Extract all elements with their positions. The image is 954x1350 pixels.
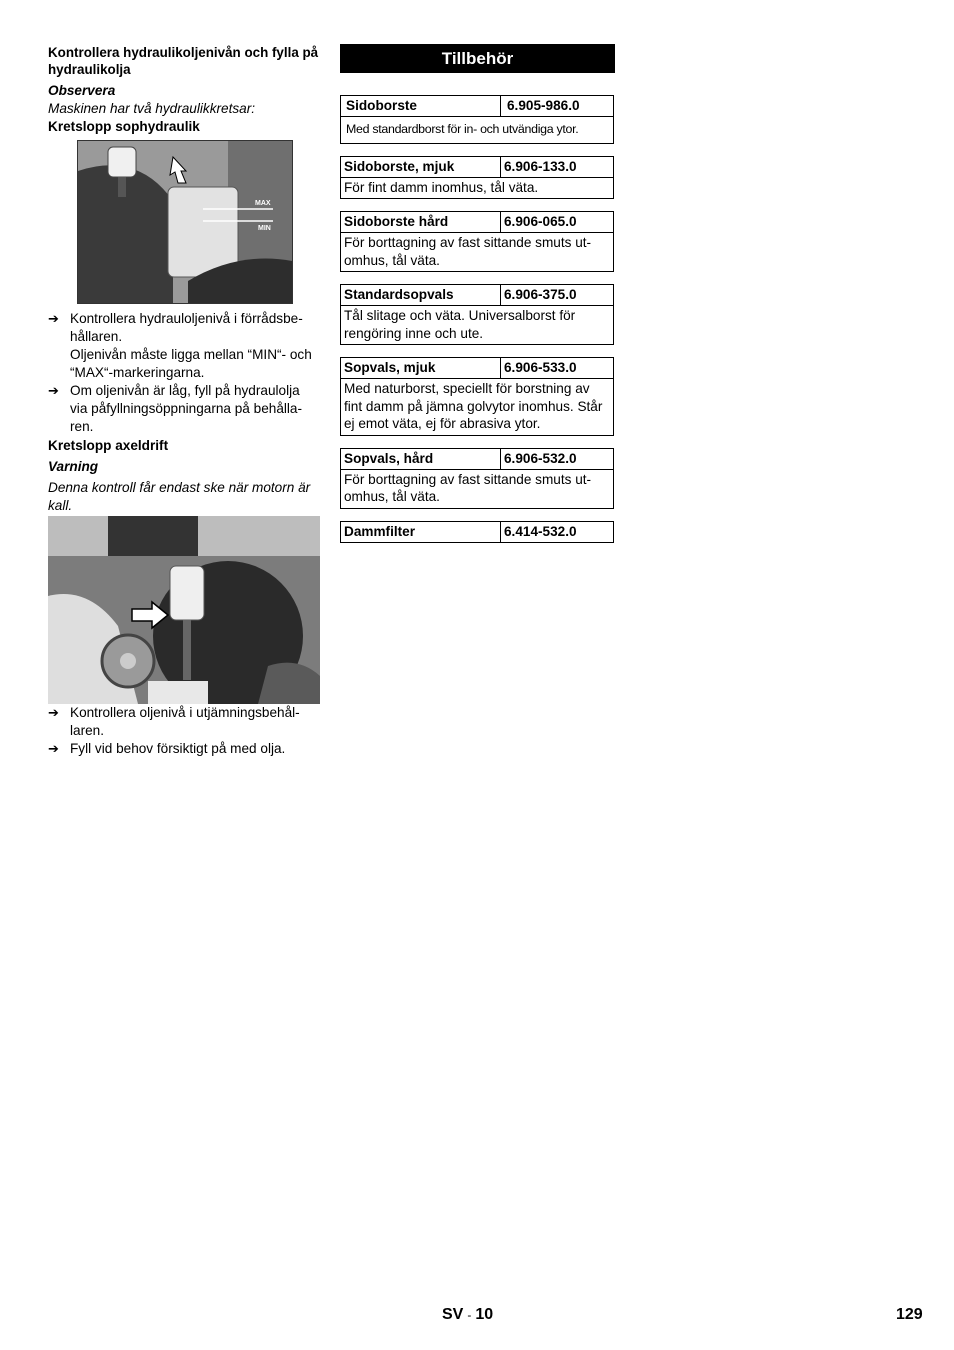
accessory-code: 6.906-065.0 bbox=[504, 214, 577, 229]
max-label: MAX bbox=[255, 200, 271, 207]
circuit2-title: Kretslopp axeldrift bbox=[48, 438, 169, 453]
axle-drive-illustration bbox=[48, 516, 320, 704]
axle-drive-photo bbox=[48, 516, 320, 704]
accessory-item bbox=[340, 95, 614, 144]
accessory-item bbox=[340, 211, 614, 272]
section-heading: Kontrollera hydraulikoljenivån och fylla på hydraulikolja bbox=[48, 45, 319, 77]
note-text: Maskinen har två hydraulikkretsar: bbox=[48, 101, 256, 116]
accessory-code: 6.906-133.0 bbox=[504, 158, 577, 174]
accessory-name: Sidoborste hård bbox=[341, 212, 501, 232]
page-number: 129 bbox=[896, 1306, 923, 1323]
footer-dash: - bbox=[467, 1308, 472, 1322]
accessory-name: Sopvals, mjuk bbox=[341, 358, 501, 378]
step-refill bbox=[48, 382, 320, 436]
accessory-name: Sopvals, hård bbox=[341, 449, 501, 469]
accessory-item bbox=[340, 284, 614, 345]
accessory-code: 6.906-532.0 bbox=[504, 450, 577, 466]
step-detail: Oljenivån måste ligga mellan “MIN“- och “MAX“-markeringarna. bbox=[70, 347, 312, 380]
accessory-code: 6.414-532.0 bbox=[504, 523, 577, 539]
step-check-level bbox=[48, 310, 320, 346]
step-fill-oil bbox=[48, 740, 320, 758]
accessory-name: Standardsopvals bbox=[341, 285, 501, 305]
accessories-title: Tillbehör bbox=[340, 44, 615, 73]
warning-text: Denna kontroll får endast ske när motorn är kall. bbox=[48, 480, 311, 513]
accessory-code: 6.906-533.0 bbox=[504, 360, 577, 375]
arrow-icon: ➔ bbox=[48, 383, 59, 398]
left-column bbox=[48, 44, 320, 758]
note-title: Observera bbox=[48, 83, 116, 98]
hydraulic-tank-photo bbox=[77, 140, 293, 304]
accessory-item bbox=[340, 521, 614, 543]
accessory-desc: Tål slitage och väta. Universalborst för rengöring inne och ute. bbox=[344, 308, 576, 341]
step-text: Kontrollera oljenivå i utjämningsbehål-laren. bbox=[70, 705, 300, 738]
arrow-icon: ➔ bbox=[48, 311, 59, 326]
accessory-name: Sidoborste, mjuk bbox=[341, 157, 501, 177]
accessory-desc: För fint damm inomhus, tål väta. bbox=[344, 179, 539, 195]
accessory-desc: Med naturborst, speciellt för borstning av fint damm på jämna golvytor inomhus. Står ej emot väta, ej för abrasiva ytor. bbox=[344, 381, 603, 431]
accessory-item bbox=[340, 156, 614, 200]
step-text: Om oljenivån är låg, fyll på hydraulolja via påfyllningsöppningarna på behålla-ren. bbox=[70, 383, 303, 434]
footer-section-page: 10 bbox=[475, 1306, 494, 1323]
warning-title: Varning bbox=[48, 459, 99, 474]
accessory-code: 6.906-375.0 bbox=[504, 287, 577, 302]
circuit1-title: Kretslopp sophydraulik bbox=[48, 119, 200, 134]
accessory-code: 6.905-986.0 bbox=[507, 98, 580, 113]
min-label: MIN bbox=[258, 225, 271, 232]
accessory-name: Dammfilter bbox=[341, 522, 501, 542]
step-check-compensation bbox=[48, 704, 320, 740]
accessory-name: Sidoborste bbox=[341, 96, 501, 116]
accessory-desc: Med standardborst för in- och utvändiga ytor. bbox=[346, 122, 579, 136]
step-text: Kontrollera hydrauloljenivå i förrådsbe-hållaren. bbox=[70, 311, 303, 344]
step-text: Fyll vid behov försiktigt på med olja. bbox=[70, 741, 286, 756]
right-column bbox=[340, 44, 615, 555]
accessory-desc: För borttagning av fast sittande smuts ut-omhus, tål väta. bbox=[344, 471, 592, 504]
footer-section-code bbox=[442, 1306, 493, 1324]
accessory-desc: För borttagning av fast sittande smuts ut-omhus, tål väta. bbox=[344, 235, 592, 268]
arrow-icon: ➔ bbox=[48, 741, 59, 756]
accessory-item bbox=[340, 357, 614, 436]
arrow-icon: ➔ bbox=[48, 705, 59, 720]
footer-lang: SV bbox=[442, 1306, 464, 1323]
accessory-item bbox=[340, 448, 614, 509]
